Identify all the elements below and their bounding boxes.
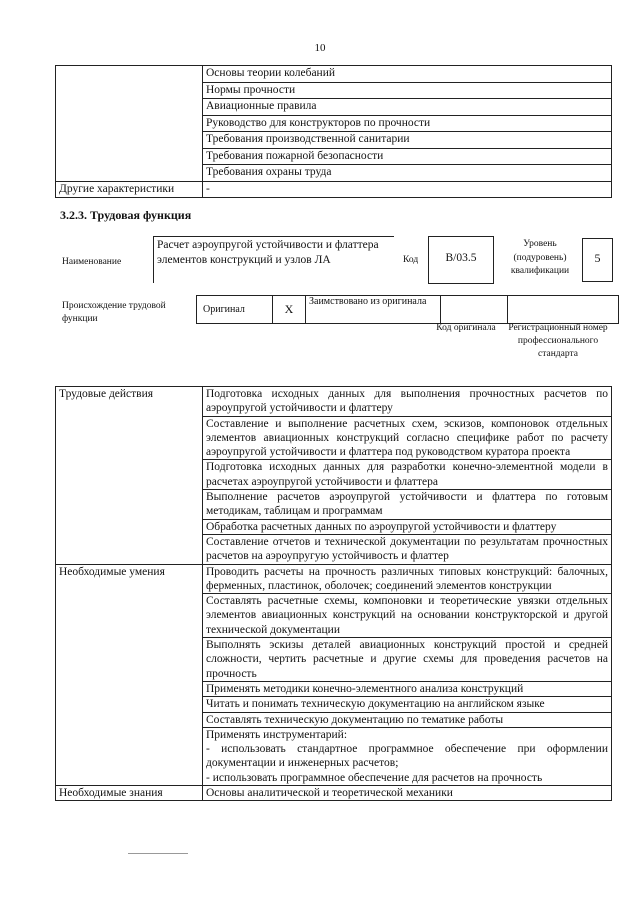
code-value: В/03.5	[445, 252, 477, 264]
borrowed-cell	[306, 296, 441, 324]
knowledge-item: Требования производственной санитарии	[203, 132, 612, 149]
registration-number-cell	[508, 296, 619, 324]
knowledge-item: Руководство для конструкторов по прочности	[203, 115, 612, 132]
labor-function-table	[55, 386, 612, 801]
action-item: Обработка расчетных данных по аэроупругой устойчивости и флаттеру	[203, 519, 612, 534]
actions-label: Трудовые действия	[56, 387, 203, 565]
tools-item	[203, 727, 612, 785]
original-label-cell	[197, 296, 273, 324]
registration-caption: Регистрационный номер профессионального стандарта	[508, 323, 608, 359]
knowledge-item: Требования охраны труда	[203, 165, 612, 182]
action-item: Составление и выполнение расчетных схем, эскизов, компоновок отдельных элементов авиационных конструкций согласно специфике работ по расчету аэроупругой устойчивости и флаттера под руководством куратора проекта	[203, 416, 612, 460]
original-mark-cell	[273, 296, 306, 324]
original-code-cell	[441, 296, 508, 324]
knowledge-item: Основы теории колебаний	[203, 66, 612, 83]
action-item: Подготовка исходных данных для выполнения прочностных расчетов по аэроупругой устойчивости и флаттеру	[203, 387, 612, 417]
knowledge-continuation-table	[55, 65, 612, 198]
action-item: Выполнение расчетов аэроупругой устойчивости и флаттера по готовым методикам, таблицам и программам	[203, 490, 612, 520]
original-label: Оригинал	[203, 303, 245, 315]
skill-item: Выполнять эскизы деталей авиационных конструкций простой и средней сложности, чертить расчетные и другие схемы для проведения расчетов на прочность	[203, 638, 612, 682]
tools-line: - использовать программное обеспечение для расчетов на прочность	[206, 771, 543, 784]
page-number: 10	[314, 42, 326, 54]
original-mark: X	[284, 301, 294, 316]
skill-item: Составлять техническую документацию по тематике работы	[203, 712, 612, 727]
skill-item: Составлять расчетные схемы, компоновки и теоретические увязки отдельных элементов авиационных конструкций на основании конструкторской и другой технической документации	[203, 594, 612, 638]
level-value: 5	[594, 251, 601, 265]
footnote-divider	[128, 853, 188, 854]
skill-item: Читать и понимать техническую документацию на английском языке	[203, 697, 612, 712]
knowledge-item: Нормы прочности	[203, 82, 612, 99]
code-label: Код	[403, 255, 419, 265]
skill-item: Применять методики конечно-элементного анализа конструкций	[203, 681, 612, 696]
knowledge-item: Основы аналитической и теоретической механики	[203, 786, 612, 801]
skill-item: Проводить расчеты на прочность различных типовых конструкций: балочных, ферменных, пластинок, оболочек; соединений элементов конструкции	[203, 564, 612, 594]
name-value-box	[153, 236, 394, 283]
other-characteristics-value: -	[203, 181, 612, 198]
name-label: Наименование	[62, 257, 122, 267]
knowledge-label: Необходимые знания	[56, 786, 203, 801]
knowledge-item: Авиационные правила	[203, 99, 612, 116]
tools-line: - использовать стандартное программное обеспечение при оформлении документации и инженерных расчетов;	[206, 743, 608, 770]
other-characteristics-label: Другие характеристики	[56, 181, 203, 198]
original-code-caption: Код оригинала	[436, 323, 496, 333]
section-title: 3.2.3. Трудовая функция	[60, 208, 192, 222]
origin-table	[196, 295, 619, 324]
skills-label: Необходимые умения	[56, 564, 203, 785]
tools-intro: Применять инструментарий:	[206, 728, 348, 741]
level-box	[582, 238, 613, 282]
borrowed-label: Заимствовано из оригинала	[309, 296, 427, 307]
action-item: Подготовка исходных данных для разработки конечно-элементной модели в расчетах аэроупругой устойчивости и флаттера	[203, 460, 612, 490]
code-box	[428, 236, 494, 284]
empty-label-cell	[56, 66, 203, 182]
knowledge-item: Требования пожарной безопасности	[203, 148, 612, 165]
action-item: Составление отчетов и технической документации по результатам прочностных расчетов на аэроупругую устойчивость и флаттер	[203, 534, 612, 564]
function-name: Расчет аэроупругой устойчивости и флаттера элементов конструкций и узлов ЛА	[157, 239, 379, 266]
level-label: Уровень (подуровень) квалификации	[510, 239, 570, 276]
origin-label: Происхождение трудовой функции	[62, 301, 166, 324]
